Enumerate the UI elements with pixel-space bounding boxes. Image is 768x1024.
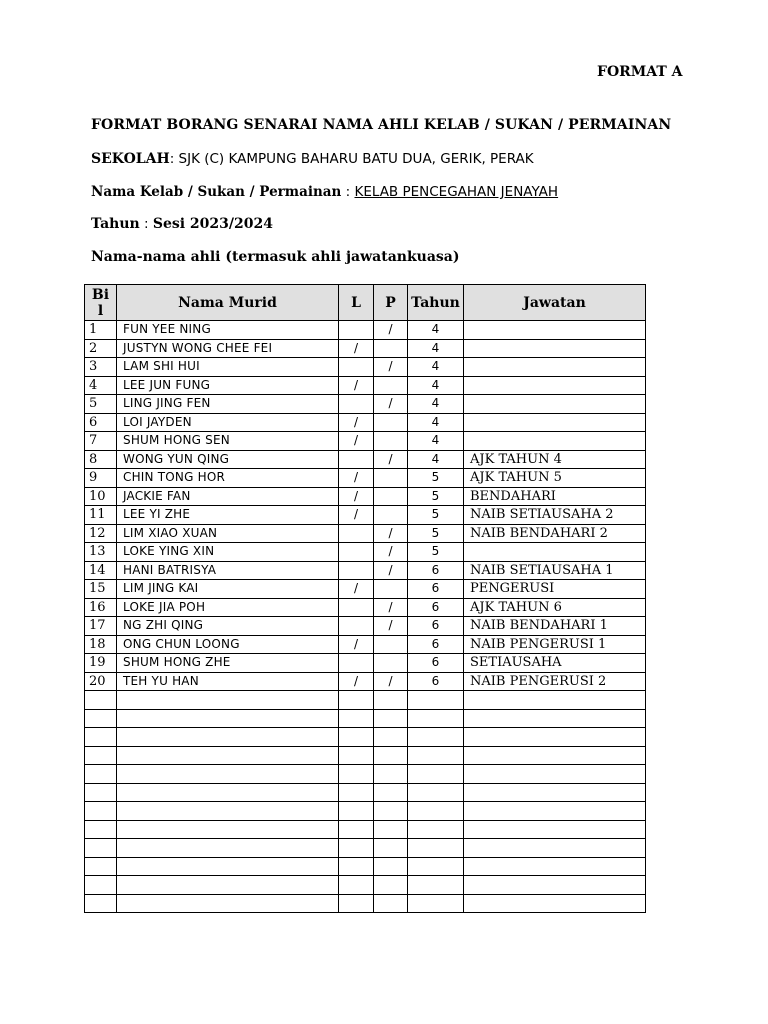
cell-bil: 20 [85, 672, 117, 691]
cell-tahun [408, 839, 464, 858]
year-value: Sesi 2023/2024 [152, 216, 273, 232]
cell-bil [85, 709, 117, 728]
cell-l: / [339, 580, 374, 599]
cell-p [374, 654, 408, 673]
cell-jawatan [464, 783, 646, 802]
school-value: : SJK (C) KAMPUNG BAHARU BATU DUA, GERIK, PERAK [169, 151, 534, 167]
cell-bil: 13 [85, 543, 117, 562]
cell-name: JACKIE FAN [117, 487, 339, 506]
cell-jawatan [464, 857, 646, 876]
table-row [85, 339, 646, 358]
cell-p [374, 783, 408, 802]
cell-bil [85, 820, 117, 839]
cell-bil: 11 [85, 506, 117, 525]
cell-jawatan: AJK TAHUN 4 [464, 450, 646, 469]
cell-jawatan [464, 413, 646, 432]
cell-l [339, 617, 374, 636]
cell-bil: 12 [85, 524, 117, 543]
table-row [85, 820, 646, 839]
cell-p [374, 487, 408, 506]
cell-p [374, 765, 408, 784]
cell-tahun: 5 [408, 469, 464, 488]
cell-jawatan: SETIAUSAHA [464, 654, 646, 673]
cell-bil: 10 [85, 487, 117, 506]
table-row [85, 894, 646, 913]
cell-jawatan: AJK TAHUN 5 [464, 469, 646, 488]
cell-name [117, 783, 339, 802]
cell-name: WONG YUN QING [117, 450, 339, 469]
cell-l: / [339, 672, 374, 691]
cell-tahun [408, 728, 464, 747]
cell-jawatan: BENDAHARI [464, 487, 646, 506]
cell-l: / [339, 413, 374, 432]
header-bil-line2: l [97, 302, 104, 319]
cell-tahun: 4 [408, 339, 464, 358]
cell-name: TEH YU HAN [117, 672, 339, 691]
cell-bil: 5 [85, 395, 117, 414]
cell-l [339, 691, 374, 710]
cell-bil: 4 [85, 376, 117, 395]
cell-p [374, 876, 408, 895]
cell-jawatan: AJK TAHUN 6 [464, 598, 646, 617]
cell-l [339, 561, 374, 580]
cell-tahun [408, 802, 464, 821]
cell-p [374, 839, 408, 858]
cell-name: JUSTYN WONG CHEE FEI [117, 339, 339, 358]
format-label: FORMAT A [597, 64, 683, 80]
cell-name [117, 876, 339, 895]
cell-bil: 17 [85, 617, 117, 636]
cell-l [339, 765, 374, 784]
cell-p [374, 728, 408, 747]
members-heading: Nama-nama ahli (termasuk ahli jawatankuasa) [91, 249, 460, 265]
cell-tahun [408, 765, 464, 784]
cell-tahun: 4 [408, 395, 464, 414]
table-row [85, 543, 646, 562]
cell-name: LOI JAYDEN [117, 413, 339, 432]
cell-name: LEE YI ZHE [117, 506, 339, 525]
cell-tahun [408, 709, 464, 728]
table-row [85, 728, 646, 747]
cell-tahun [408, 820, 464, 839]
cell-bil [85, 765, 117, 784]
table-row [85, 691, 646, 710]
cell-tahun: 5 [408, 487, 464, 506]
cell-name: NG ZHI QING [117, 617, 339, 636]
cell-bil: 15 [85, 580, 117, 599]
cell-l [339, 709, 374, 728]
cell-name: LEE JUN FUNG [117, 376, 339, 395]
cell-tahun: 6 [408, 598, 464, 617]
cell-name: CHIN TONG HOR [117, 469, 339, 488]
cell-l [339, 598, 374, 617]
cell-jawatan [464, 395, 646, 414]
cell-p: / [374, 672, 408, 691]
cell-bil [85, 802, 117, 821]
cell-bil [85, 691, 117, 710]
cell-jawatan [464, 691, 646, 710]
table-row [85, 469, 646, 488]
cell-bil: 3 [85, 358, 117, 377]
cell-tahun [408, 876, 464, 895]
cell-bil: 18 [85, 635, 117, 654]
members-table [84, 284, 646, 913]
cell-l [339, 543, 374, 562]
cell-tahun: 6 [408, 617, 464, 636]
table-row [85, 765, 646, 784]
cell-name [117, 765, 339, 784]
cell-l [339, 839, 374, 858]
header-bil-line1: Bi [91, 286, 110, 303]
cell-tahun [408, 783, 464, 802]
table-row [85, 487, 646, 506]
cell-name [117, 728, 339, 747]
cell-p: / [374, 358, 408, 377]
cell-bil [85, 894, 117, 913]
cell-tahun: 5 [408, 506, 464, 525]
school-line [91, 151, 534, 167]
table-header-row [85, 285, 646, 321]
cell-p [374, 413, 408, 432]
cell-p: / [374, 543, 408, 562]
header-name: Nama Murid [117, 285, 339, 321]
cell-name: LING JING FEN [117, 395, 339, 414]
cell-p: / [374, 524, 408, 543]
table-row [85, 746, 646, 765]
table-row [85, 783, 646, 802]
cell-tahun: 6 [408, 635, 464, 654]
cell-l: / [339, 487, 374, 506]
cell-name [117, 709, 339, 728]
cell-l [339, 654, 374, 673]
cell-name: LIM XIAO XUAN [117, 524, 339, 543]
header-p: P [374, 285, 408, 321]
cell-p: / [374, 395, 408, 414]
table-row [85, 506, 646, 525]
table-row [85, 395, 646, 414]
cell-tahun: 5 [408, 524, 464, 543]
cell-l [339, 802, 374, 821]
cell-bil: 19 [85, 654, 117, 673]
cell-p [374, 432, 408, 451]
cell-tahun: 4 [408, 450, 464, 469]
cell-p [374, 709, 408, 728]
form-title: FORMAT BORANG SENARAI NAMA AHLI KELAB / SUKAN / PERMAINAN [91, 117, 672, 133]
cell-name [117, 894, 339, 913]
table-row [85, 857, 646, 876]
cell-name [117, 839, 339, 858]
cell-name: LIM JING KAI [117, 580, 339, 599]
cell-bil: 7 [85, 432, 117, 451]
cell-name [117, 802, 339, 821]
cell-name [117, 820, 339, 839]
table-row [85, 802, 646, 821]
header-tahun: Tahun [408, 285, 464, 321]
cell-jawatan: NAIB PENGERUSI 1 [464, 635, 646, 654]
cell-p [374, 469, 408, 488]
table-row [85, 876, 646, 895]
cell-l: / [339, 432, 374, 451]
cell-name: LOKE YING XIN [117, 543, 339, 562]
cell-l [339, 783, 374, 802]
cell-tahun: 4 [408, 413, 464, 432]
club-line [91, 184, 558, 200]
cell-name: SHUM HONG SEN [117, 432, 339, 451]
cell-jawatan [464, 543, 646, 562]
cell-l: / [339, 635, 374, 654]
cell-tahun: 5 [408, 543, 464, 562]
cell-name: FUN YEE NING [117, 321, 339, 340]
cell-name: SHUM HONG ZHE [117, 654, 339, 673]
cell-bil [85, 857, 117, 876]
cell-p [374, 691, 408, 710]
table-row [85, 561, 646, 580]
cell-tahun: 4 [408, 321, 464, 340]
table-row [85, 321, 646, 340]
cell-jawatan [464, 321, 646, 340]
cell-bil: 14 [85, 561, 117, 580]
cell-jawatan [464, 894, 646, 913]
cell-bil: 8 [85, 450, 117, 469]
cell-jawatan: NAIB SETIAUSAHA 1 [464, 561, 646, 580]
cell-p: / [374, 598, 408, 617]
cell-p [374, 857, 408, 876]
cell-name [117, 691, 339, 710]
table-row [85, 839, 646, 858]
table-row [85, 376, 646, 395]
cell-jawatan [464, 709, 646, 728]
year-line [91, 216, 273, 232]
cell-jawatan: NAIB BENDAHARI 2 [464, 524, 646, 543]
table-row [85, 432, 646, 451]
cell-bil: 16 [85, 598, 117, 617]
cell-name [117, 857, 339, 876]
cell-l [339, 450, 374, 469]
cell-p [374, 746, 408, 765]
cell-jawatan: NAIB PENGERUSI 2 [464, 672, 646, 691]
cell-l: / [339, 506, 374, 525]
cell-tahun: 4 [408, 358, 464, 377]
cell-bil [85, 783, 117, 802]
table-row [85, 635, 646, 654]
cell-tahun [408, 746, 464, 765]
cell-jawatan: NAIB SETIAUSAHA 2 [464, 506, 646, 525]
cell-tahun [408, 857, 464, 876]
cell-jawatan [464, 746, 646, 765]
cell-jawatan [464, 820, 646, 839]
cell-name: LAM SHI HUI [117, 358, 339, 377]
cell-tahun: 6 [408, 561, 464, 580]
cell-jawatan: NAIB BENDAHARI 1 [464, 617, 646, 636]
cell-l [339, 857, 374, 876]
cell-name [117, 746, 339, 765]
cell-tahun: 6 [408, 672, 464, 691]
cell-jawatan [464, 728, 646, 747]
cell-jawatan [464, 376, 646, 395]
table-row [85, 413, 646, 432]
cell-bil [85, 839, 117, 858]
table-row [85, 654, 646, 673]
cell-jawatan [464, 432, 646, 451]
cell-p: / [374, 321, 408, 340]
year-label: Tahun [91, 216, 140, 232]
school-label: SEKOLAH [91, 151, 170, 167]
cell-l: / [339, 376, 374, 395]
cell-name: ONG CHUN LOONG [117, 635, 339, 654]
cell-name: HANI BATRISYA [117, 561, 339, 580]
cell-l [339, 728, 374, 747]
cell-l [339, 395, 374, 414]
cell-p: / [374, 561, 408, 580]
cell-tahun [408, 691, 464, 710]
cell-p: / [374, 617, 408, 636]
cell-tahun [408, 894, 464, 913]
table-row [85, 709, 646, 728]
cell-bil [85, 728, 117, 747]
year-separator: : [139, 216, 153, 232]
table-row [85, 524, 646, 543]
cell-jawatan [464, 765, 646, 784]
cell-tahun: 6 [408, 654, 464, 673]
cell-p [374, 376, 408, 395]
cell-p [374, 635, 408, 654]
cell-p [374, 802, 408, 821]
cell-l [339, 358, 374, 377]
cell-jawatan: PENGERUSI [464, 580, 646, 599]
header-jawatan: Jawatan [464, 285, 646, 321]
cell-l: / [339, 469, 374, 488]
cell-jawatan [464, 876, 646, 895]
cell-jawatan [464, 358, 646, 377]
table-row [85, 672, 646, 691]
cell-bil [85, 746, 117, 765]
cell-p: / [374, 450, 408, 469]
cell-jawatan [464, 839, 646, 858]
cell-bil [85, 876, 117, 895]
cell-bil: 1 [85, 321, 117, 340]
cell-name: LOKE JIA POH [117, 598, 339, 617]
cell-l [339, 876, 374, 895]
cell-tahun: 4 [408, 376, 464, 395]
table-row [85, 580, 646, 599]
header-bil [85, 285, 117, 321]
cell-p [374, 894, 408, 913]
cell-p [374, 339, 408, 358]
table-row [85, 358, 646, 377]
cell-bil: 9 [85, 469, 117, 488]
club-separator: : [341, 184, 355, 200]
table-row [85, 617, 646, 636]
cell-p [374, 506, 408, 525]
cell-bil: 2 [85, 339, 117, 358]
cell-l [339, 524, 374, 543]
table-row [85, 598, 646, 617]
cell-jawatan [464, 802, 646, 821]
cell-jawatan [464, 339, 646, 358]
cell-l [339, 894, 374, 913]
club-value: KELAB PENCEGAHAN JENAYAH [354, 184, 559, 200]
cell-tahun: 6 [408, 580, 464, 599]
cell-l [339, 321, 374, 340]
cell-l: / [339, 339, 374, 358]
cell-tahun: 4 [408, 432, 464, 451]
club-label: Nama Kelab / Sukan / Permainan [91, 184, 342, 200]
header-l: L [339, 285, 374, 321]
cell-p [374, 820, 408, 839]
cell-l [339, 746, 374, 765]
cell-bil: 6 [85, 413, 117, 432]
cell-l [339, 820, 374, 839]
cell-p [374, 580, 408, 599]
table-row [85, 450, 646, 469]
